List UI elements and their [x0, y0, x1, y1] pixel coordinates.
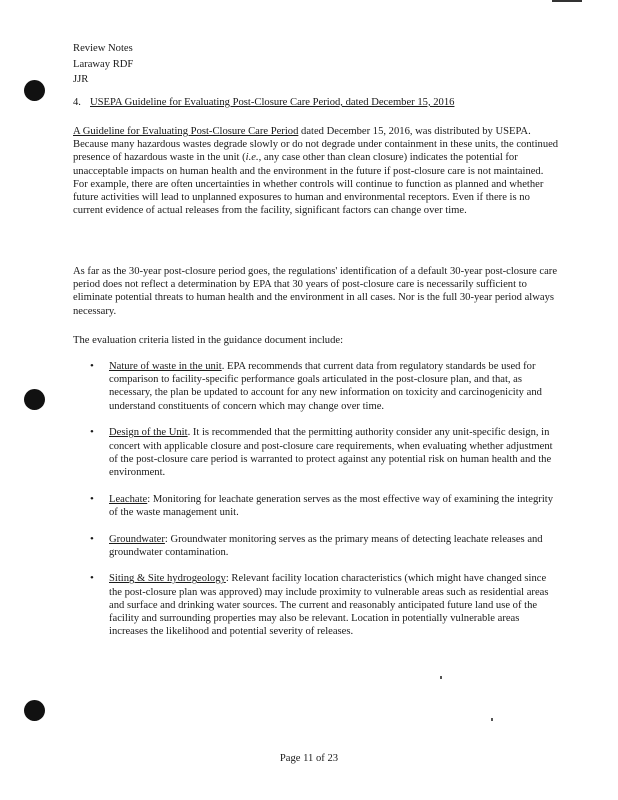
criterion-term: Design of the Unit: [109, 427, 188, 439]
scan-speck: [440, 676, 442, 679]
paragraph-criteria-intro: The evaluation criteria listed in the guidance document include:: [73, 335, 344, 346]
criterion-term: Groundwater: [109, 533, 165, 545]
list-item: [90, 360, 560, 413]
criterion-term: Nature of waste in the unit: [109, 361, 222, 372]
punch-hole-bottom: [24, 700, 45, 721]
criterion-text: : Monitoring for leachate generation serves as the most effective way of examining the integrity of the waste management unit.: [109, 493, 553, 518]
list-item: [90, 426, 560, 479]
criterion-term: Siting & Site hydrogeology: [109, 573, 226, 585]
bullet-glyph: •: [90, 572, 94, 585]
list-item: [90, 533, 560, 559]
criterion-text: . EPA recommends that current data from regulatory standards be used for comparison to facility-specific performance goals articulated in the post-closure plan, and that, as necessary, the plan be updated to account for any new information on toxicity and carcinogenicity and understand constituents of concern which may change over time.: [109, 361, 542, 412]
memo-header: [73, 41, 133, 88]
punch-hole-top: [24, 80, 45, 101]
page-number: Page 11 of 23: [279, 753, 339, 764]
list-item: [90, 493, 560, 519]
header-site: Laraway RDF: [73, 58, 134, 70]
paragraph-period: As far as the 30-year post-closure period goes, the regulations' identification of a default 30-year post-closure care period does not reflect a determination by EPA that 30 years of post-closure care is necessarily sufficient to eliminate potential threats to human health and the environment in all cases. Nor is the full 30-year period always necessary.: [73, 266, 558, 317]
list-item: [90, 572, 560, 638]
scan-speck: [491, 718, 493, 721]
ie-abbrev: i.e.,: [245, 152, 262, 164]
bullet-glyph: •: [90, 426, 94, 439]
section-number: 4.: [73, 97, 81, 108]
criteria-list: [90, 360, 560, 652]
criterion-text: . It is recommended that the permitting authority consider any unit-specific design, in concert with applicable closure and post-closure care requirements, when evaluating whether adjustment of the post-closure care period is warranted to protect against any potential risk on human health and the environment.: [109, 427, 553, 478]
criterion-text: : Relevant facility location characteristics (which might have changed since the post-closure plan was approved) may include proximity to vulnerable areas such as residential areas and surface and drinking water sources. The current and reasonably anticipated future land use of the facility and surrounding properties may also be relevant. Location in potentially vulnerable areas increases the likelihood and potential severity of releases.: [109, 573, 549, 638]
intro-text-b: any case other than clean closure) indicates the potential for unacceptable impacts on human health and the environment in the future if post-closure care is not maintained. For example, there are often uncertainties in whether controls will continue to function as planned and whether future activities will lead to unplanned exposures to human and environmental receptors. Even if there is no current evidence of actual releases from the facility, significant factors can change over time.: [73, 152, 544, 217]
scan-mark: [552, 0, 582, 2]
section-title: USEPA Guideline for Evaluating Post-Closure Care Period, dated December 15, 2016: [90, 97, 455, 108]
bullet-glyph: •: [90, 532, 94, 545]
intro-text-a: dated December 15, 2016, was distributed by USEPA. Because many hazardous wastes degrade slowly or do not degrade under containment in these units, the continued presence of hazardous waste in the unit (: [73, 126, 559, 164]
header-initials: JJR: [73, 74, 89, 85]
criterion-term: Leachate: [109, 493, 148, 505]
bullet-glyph: •: [90, 492, 94, 505]
paragraph-intro: [73, 125, 560, 217]
punch-hole-middle: [24, 389, 45, 410]
section-heading: [73, 96, 553, 109]
bullet-glyph: •: [90, 360, 94, 372]
header-title: Review Notes: [73, 43, 133, 54]
guideline-title: A Guideline for Evaluating Post-Closure Care Period: [73, 126, 299, 137]
criterion-text: : Groundwater monitoring serves as the primary means of detecting leachate releases and groundwater contamination.: [109, 533, 543, 558]
